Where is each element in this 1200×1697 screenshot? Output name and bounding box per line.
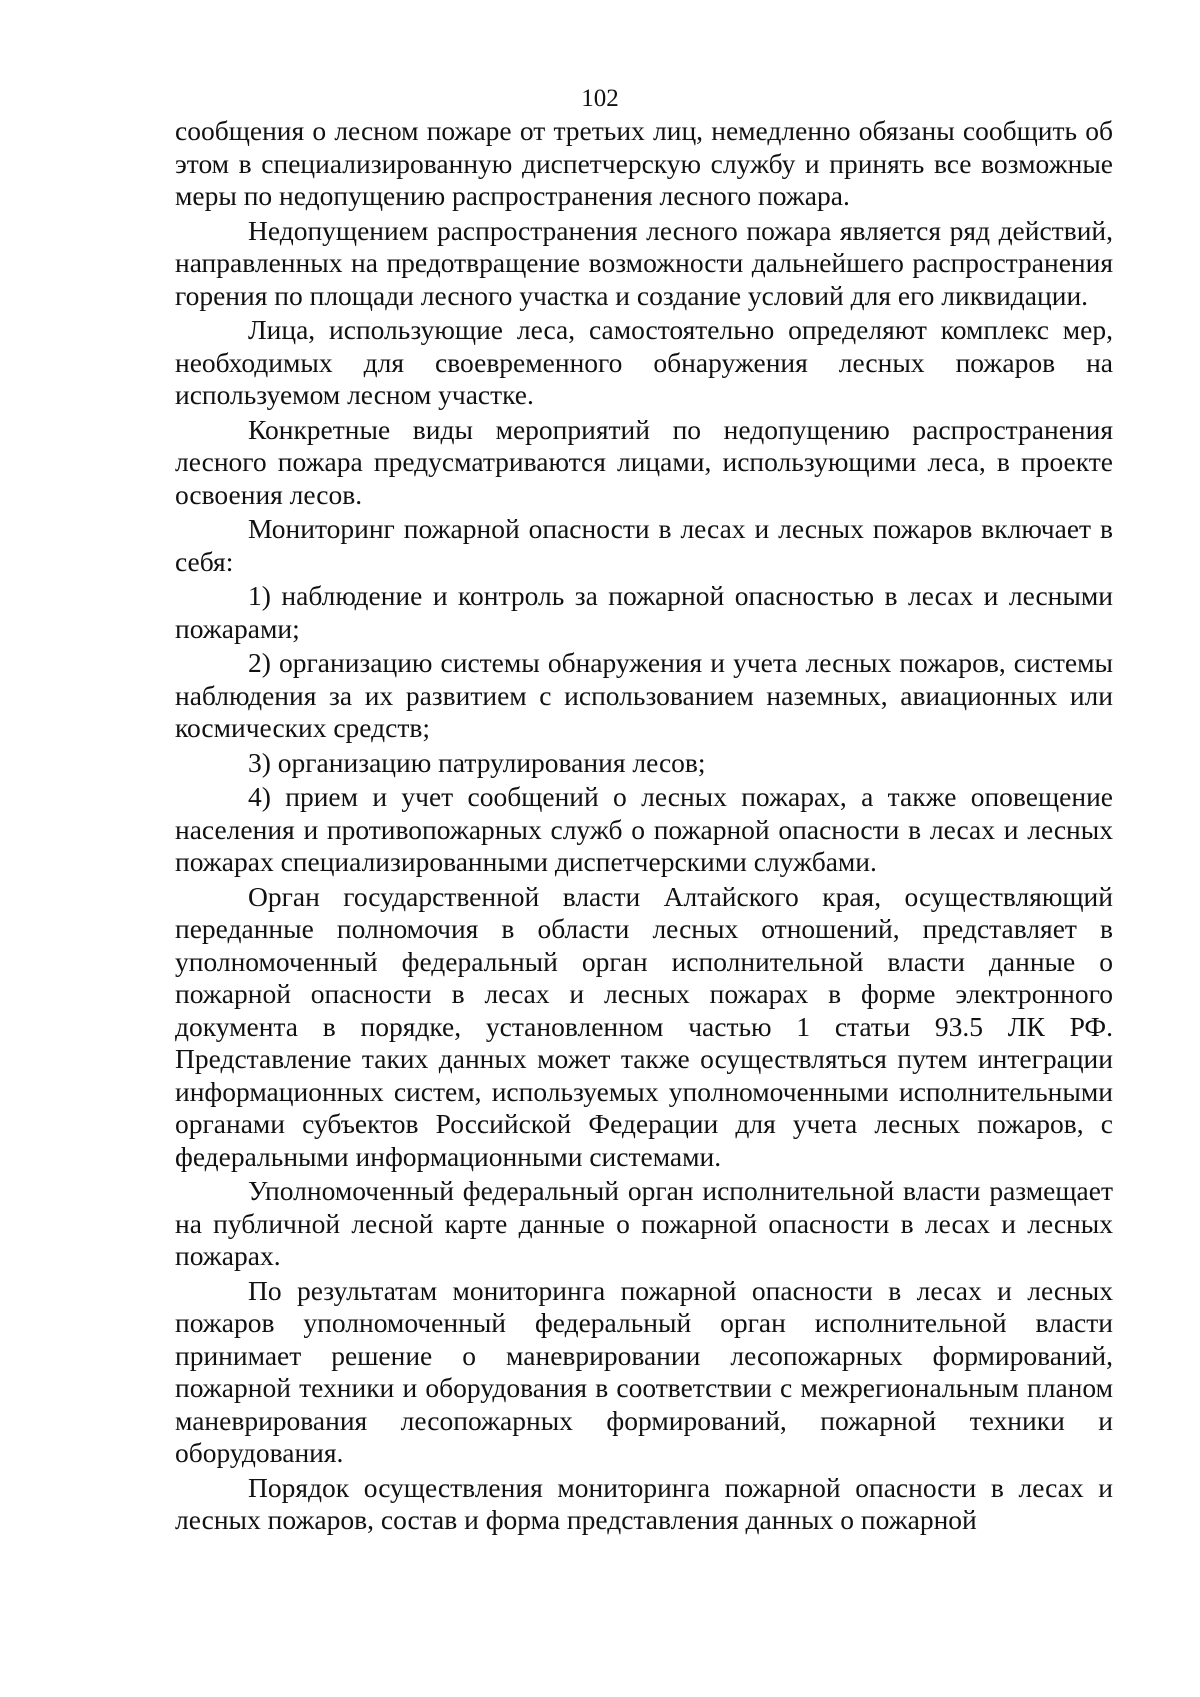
page-number: 102 bbox=[581, 85, 619, 112]
paragraph: Недопущением распространения лесного пожара является ряд действий, направленных на предотвращение возможности дальнейшего распространения горения по площади лесного участка и создание условий для его ликвидации. bbox=[175, 214, 1113, 311]
paragraph: По результатам мониторинга пожарной опасности в лесах и лесных пожаров уполномоченный федеральный орган исполнительной власти принимает решение о маневрировании лесопожарных формирований, пожарной техники и оборудования в соответствии с межрегиональным планом маневрирования лесопожарных формирований, пожарной техники и оборудования. bbox=[175, 1274, 1113, 1468]
document-body bbox=[175, 115, 1113, 1539]
paragraph: сообщения о лесном пожаре от третьих лиц, немедленно обязаны сообщить об этом в специализированную диспетчерскую службу и принять все возможные меры по недопущению распространения лесного пожара. bbox=[175, 115, 1113, 211]
paragraph: Лица, использующие леса, самостоятельно определяют комплекс мер, необходимых для своевременного обнаружения лесных пожаров на используемом лесном участке. bbox=[175, 314, 1113, 410]
list-item: 3) организацию патрулирования лесов; bbox=[248, 746, 706, 778]
paragraph: Уполномоченный федеральный орган исполнительной власти размещает на публичной лесной карте данные о пожарной опасности в лесах и лесных пожарах. bbox=[175, 1175, 1113, 1271]
list-item: 4) прием и учет сообщений о лесных пожарах, а также оповещение населения и противопожарных служб о пожарной опасности в лесах и лесных пожарах специализированными диспетчерскими службами. bbox=[175, 781, 1113, 877]
paragraph: Орган государственной власти Алтайского края, осуществляющий переданные полномочия в области лесных отношений, представляет в уполномоченный федеральный орган исполнительной власти данные о пожарной опасности в лесах и лесных пожарах в форме электронного документа в порядке, установленном частью 1 статьи 93.5 ЛК РФ. Представление таких данных может также осуществляться путем интеграции информационных систем, используемых уполномоченными исполнительными органами субъектов Российской Федерации для учета лесных пожаров, с федеральными информационными системами. bbox=[175, 880, 1113, 1172]
paragraph: Конкретные виды мероприятий по недопущению распространения лесного пожара предусматриваются лицами, использующими леса, в проекте освоения лесов. bbox=[175, 413, 1113, 510]
paragraph: Порядок осуществления мониторинга пожарной опасности в лесах и лесных пожаров, состав и форма представления данных о пожарной bbox=[175, 1471, 1113, 1535]
list-item: 2) организацию системы обнаружения и учета лесных пожаров, системы наблюдения за их развитием с использованием наземных, авиационных или космических средств; bbox=[175, 647, 1113, 743]
paragraph: Мониторинг пожарной опасности в лесах и лесных пожаров включает в себя: bbox=[175, 513, 1113, 577]
list-item: 1) наблюдение и контроль за пожарной опасностью в лесах и лесными пожарами; bbox=[175, 580, 1113, 644]
